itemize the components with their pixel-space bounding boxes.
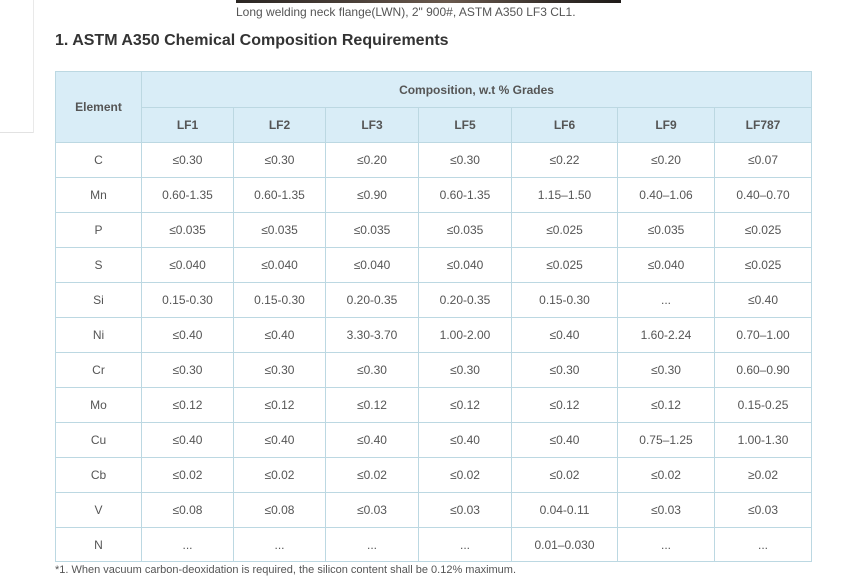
value-cell: 0.40–1.06: [618, 178, 715, 213]
value-cell: ≤0.035: [234, 213, 326, 248]
table-row: [56, 528, 812, 562]
value-cell: ≤0.40: [715, 283, 812, 318]
value-cell: ≤0.03: [618, 493, 715, 528]
value-cell: 0.60-1.35: [142, 178, 234, 213]
grade-header-lf1: LF1: [142, 108, 234, 143]
value-cell: ...: [419, 528, 512, 562]
value-cell: ≤0.12: [326, 388, 419, 423]
element-cell: Mn: [56, 178, 142, 213]
grade-header-lf5: LF5: [419, 108, 512, 143]
value-cell: 0.75–1.25: [618, 423, 715, 458]
value-cell: ≤0.02: [326, 458, 419, 493]
value-cell: ≤0.40: [142, 318, 234, 353]
table-row: [56, 458, 812, 493]
value-cell: ≤0.30: [512, 353, 618, 388]
table-row: [56, 318, 812, 353]
value-cell: ≤0.12: [512, 388, 618, 423]
value-cell: ≤0.035: [419, 213, 512, 248]
value-cell: ≤0.30: [326, 353, 419, 388]
value-cell: 0.60–0.90: [715, 353, 812, 388]
value-cell: 0.15-0.25: [715, 388, 812, 423]
flange-photo: [236, 0, 621, 3]
value-cell: 0.40–0.70: [715, 178, 812, 213]
value-cell: 1.00-1.30: [715, 423, 812, 458]
element-cell: Cr: [56, 353, 142, 388]
value-cell: 0.15-0.30: [142, 283, 234, 318]
value-cell: ≤0.08: [234, 493, 326, 528]
table-row: [56, 248, 812, 283]
value-cell: ≤0.40: [419, 423, 512, 458]
value-cell: ...: [618, 528, 715, 562]
value-cell: ≤0.12: [234, 388, 326, 423]
value-cell: ≤0.12: [618, 388, 715, 423]
value-cell: 3.30-3.70: [326, 318, 419, 353]
element-cell: Cb: [56, 458, 142, 493]
value-cell: ≤0.02: [142, 458, 234, 493]
value-cell: ≤0.02: [234, 458, 326, 493]
value-cell: ≤0.40: [234, 318, 326, 353]
element-cell: C: [56, 143, 142, 178]
element-cell: Ni: [56, 318, 142, 353]
value-cell: ≤0.025: [715, 213, 812, 248]
value-cell: ≤0.03: [326, 493, 419, 528]
grade-header-lf2: LF2: [234, 108, 326, 143]
value-cell: ≤0.30: [234, 143, 326, 178]
value-cell: 1.60-2.24: [618, 318, 715, 353]
value-cell: ≤0.08: [142, 493, 234, 528]
value-cell: ...: [142, 528, 234, 562]
table-body: [56, 143, 812, 562]
value-cell: ≤0.30: [618, 353, 715, 388]
value-cell: 0.15-0.30: [234, 283, 326, 318]
grade-header-lf3: LF3: [326, 108, 419, 143]
value-cell: ≤0.035: [326, 213, 419, 248]
value-cell: ≤0.20: [618, 143, 715, 178]
value-cell: ...: [715, 528, 812, 562]
sidebar-border: [33, 0, 34, 133]
value-cell: ≤0.40: [512, 423, 618, 458]
value-cell: ≤0.03: [715, 493, 812, 528]
value-cell: ≤0.02: [512, 458, 618, 493]
value-cell: ≤0.040: [326, 248, 419, 283]
value-cell: ≤0.40: [512, 318, 618, 353]
composition-header: Composition, w.t % Grades: [142, 72, 812, 108]
element-cell: Si: [56, 283, 142, 318]
value-cell: ...: [326, 528, 419, 562]
element-cell: Mo: [56, 388, 142, 423]
value-cell: ≤0.12: [142, 388, 234, 423]
value-cell: ≤0.07: [715, 143, 812, 178]
table-row: [56, 213, 812, 248]
value-cell: ≤0.025: [512, 248, 618, 283]
value-cell: ≤0.30: [142, 143, 234, 178]
element-cell: P: [56, 213, 142, 248]
table-row: [56, 388, 812, 423]
value-cell: ≤0.40: [326, 423, 419, 458]
value-cell: 0.20-0.35: [326, 283, 419, 318]
table-row: [56, 423, 812, 458]
value-cell: ≥0.02: [715, 458, 812, 493]
element-cell: N: [56, 528, 142, 562]
value-cell: ≤0.025: [715, 248, 812, 283]
value-cell: 0.15-0.30: [512, 283, 618, 318]
value-cell: 0.04-0.11: [512, 493, 618, 528]
value-cell: ≤0.30: [419, 143, 512, 178]
value-cell: ≤0.90: [326, 178, 419, 213]
value-cell: ≤0.035: [618, 213, 715, 248]
value-cell: ≤0.040: [419, 248, 512, 283]
value-cell: ≤0.025: [512, 213, 618, 248]
value-cell: 1.00-2.00: [419, 318, 512, 353]
table-row: [56, 178, 812, 213]
value-cell: 0.70–1.00: [715, 318, 812, 353]
composition-table: [55, 71, 812, 562]
grade-header-lf9: LF9: [618, 108, 715, 143]
footnote: *1. When vacuum carbon-deoxidation is required, the silicon content shall be 0.12% maximum.: [55, 564, 517, 576]
photo-caption: Long welding neck flange(LWN), 2" 900#, ASTM A350 LF3 CL1.: [236, 5, 576, 19]
value-cell: ≤0.30: [419, 353, 512, 388]
value-cell: ...: [618, 283, 715, 318]
grade-header-row: [56, 108, 812, 143]
value-cell: ≤0.040: [234, 248, 326, 283]
table-row: [56, 143, 812, 178]
value-cell: ≤0.02: [618, 458, 715, 493]
value-cell: ≤0.40: [234, 423, 326, 458]
value-cell: ≤0.02: [419, 458, 512, 493]
element-cell: V: [56, 493, 142, 528]
value-cell: ≤0.20: [326, 143, 419, 178]
element-cell: S: [56, 248, 142, 283]
value-cell: 0.60-1.35: [419, 178, 512, 213]
value-cell: ≤0.40: [142, 423, 234, 458]
value-cell: ≤0.040: [142, 248, 234, 283]
value-cell: ≤0.040: [618, 248, 715, 283]
grade-header-lf787: LF787: [715, 108, 812, 143]
value-cell: ...: [234, 528, 326, 562]
value-cell: ≤0.30: [142, 353, 234, 388]
value-cell: 0.01–0.030: [512, 528, 618, 562]
table-row: [56, 493, 812, 528]
value-cell: ≤0.12: [419, 388, 512, 423]
value-cell: ≤0.035: [142, 213, 234, 248]
section-heading: 1. ASTM A350 Chemical Composition Requirements: [55, 32, 449, 49]
value-cell: ≤0.03: [419, 493, 512, 528]
value-cell: 1.15–1.50: [512, 178, 618, 213]
element-cell: Cu: [56, 423, 142, 458]
value-cell: ≤0.30: [234, 353, 326, 388]
sidebar-divider: [0, 132, 33, 133]
value-cell: 0.60-1.35: [234, 178, 326, 213]
value-cell: 0.20-0.35: [419, 283, 512, 318]
table-row: [56, 283, 812, 318]
element-header: Element: [56, 72, 142, 143]
table-row: [56, 353, 812, 388]
value-cell: ≤0.22: [512, 143, 618, 178]
grade-header-lf6: LF6: [512, 108, 618, 143]
